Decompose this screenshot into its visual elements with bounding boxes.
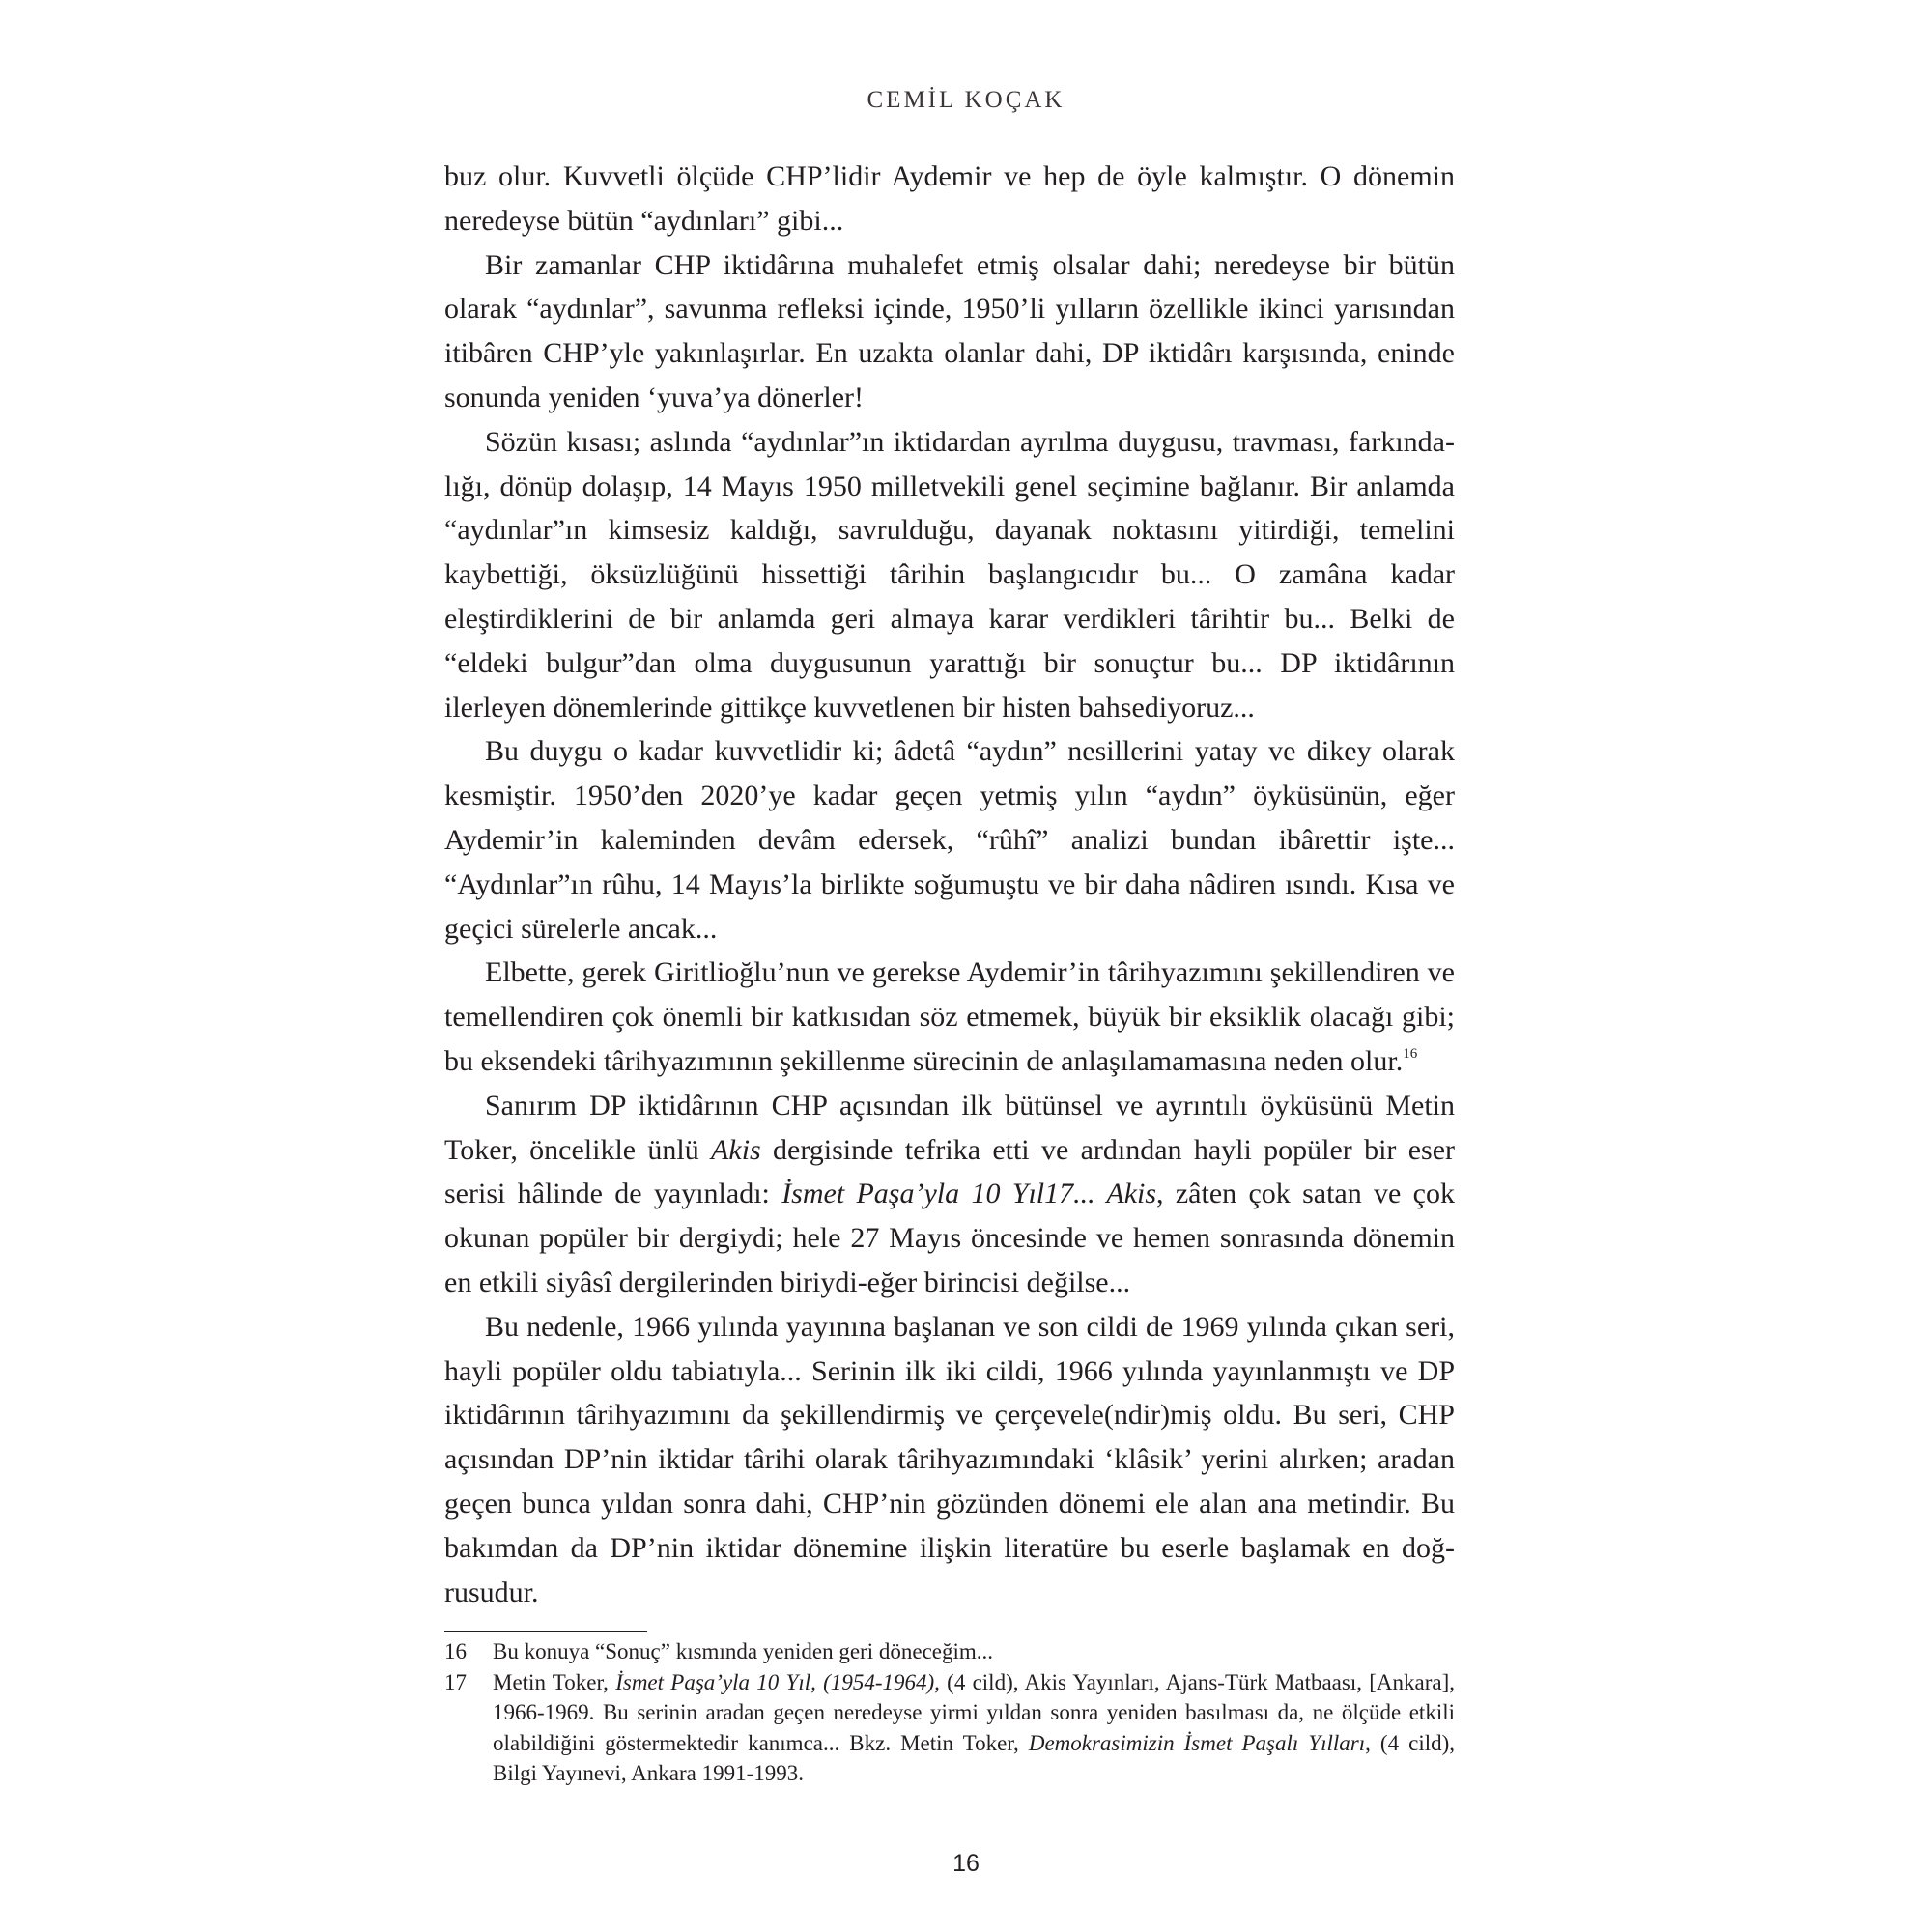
body-text (444, 155, 1455, 1614)
italic-text: İsmet Paşa’yla 10 Yıl17... Akis (781, 1178, 1157, 1210)
footnote-number: 17 (444, 1669, 467, 1694)
footnote-divider (444, 1631, 647, 1632)
footnote (444, 1667, 1455, 1789)
footnote-number: 16 (444, 1639, 467, 1663)
italic-text: Demokrasimizin İsmet Paşalı Yılları (1028, 1730, 1366, 1755)
text-run: Sözün kısası; aslında “aydınlar”ın iktidardan ayrılma duygusu, travması, farkındalığı, dönüp dolaşıp, 14 Mayıs 1950 milletvekili genel seçimine bağlanır. Bir anlamda “aydınlar”ın kimsesiz kaldığı, savrulduğu, dayanak noktasını yitirdiği, temelini kaybettiği, öksüzlüğünü hissettiği târihin başlangıcıdır bu... O zamâna kadar eleştirdiklerini de bir anlamda geri almaya karar verdikleri târihtir bu... Belki de “eldeki bulgur”dan olma duygusunun yarattığı bir sonuçtur bu... DP iktidârının ilerleyen dönemlerinde gittikçe kuvvetlenen bir histen bahsediyoruz... (444, 425, 1455, 724)
footnote-text (493, 1636, 1455, 1667)
paragraph (444, 951, 1455, 1083)
text-run: Bir zamanlar CHP iktidârına muhalefet etmiş olsalar dahi; neredeyse bir bütün olarak “aydınlar”, savunma refleksi içinde, 1950’li yılların özellikle ikinci yarısından itibâren CHP’yle yakınlaşırlar. En uzakta olanlar dahi, DP iktidârı karşısında, eninde sonunda yeniden ‘yuva’ya dönerler! (444, 248, 1455, 413)
italic-text: İsmet Paşa’yla 10 Yıl, (1954-1964), (615, 1669, 940, 1694)
page-number: 16 (952, 1850, 980, 1877)
text-run: , (4 cild), Bilgi Yayınevi, Ankara 1991-1993. (493, 1730, 1456, 1785)
text-run: dergisinde tefrika etti ve ardından hayli popüler bir eser serisi hâlinde de yayınladı: (444, 1133, 1456, 1210)
text-run: Bu konuya “Sonuç” kısmında yeniden geri döneceğim... (493, 1639, 994, 1663)
text-run: (4 cild), Akis Yayınları, Ajans-Türk Matbaası, [Ankara], 1966-1969. Bu serinin aradan geçen neredeyse yirmi yıldan sonra yeniden basılması da, ne ölçüde etkili olabildiğini göstermektedir kanımca... Bkz. Metin Toker, (493, 1669, 1455, 1755)
text-run: Metin Toker, (493, 1669, 616, 1694)
footnotes (444, 1636, 1455, 1789)
footnote (444, 1636, 1455, 1667)
text-run: buz olur. Kuvvetli ölçüde CHP’lidir Aydemir ve hep de öyle kalmıştır. O dönemin neredeyse bütün “aydınları” gibi... (444, 160, 1455, 237)
footnote-reference[interactable]: 16 (1403, 1045, 1418, 1062)
paragraph (444, 729, 1455, 951)
text-run: Bu duygu o kadar kuvvetlidir ki; âdetâ “aydın” nesillerini yatay ve dikey olarak kesmiştir. 1950’den 2020’ye kadar geçen yetmiş yılın “aydın” öyküsünün, eğer Aydemir’in kaleminden devâm edersek, “rûhî” analizi bundan ibârettir işte... “Aydınlar”ın rûhu, 14 Mayıs’la birlikte soğumuştu ve bir daha nâdiren ısındı. Kısa ve geçici sürelerle ancak... (444, 735, 1455, 945)
running-head-author: CEMİL KOÇAK (867, 87, 1065, 113)
footnote-text (493, 1667, 1455, 1789)
paragraph (444, 420, 1455, 730)
text-run: , zâten çok satan ve çok okunan popüler bir dergiydi; hele 27 Mayıs öncesinde ve hemen sonrasında dönemin en etkili siyâsî dergilerinden biriydi-eğer birincisi değilse... (444, 1178, 1455, 1298)
paragraph (444, 1084, 1455, 1305)
italic-text: Akis (711, 1133, 761, 1166)
paragraph (444, 1305, 1455, 1615)
text-run: Elbette, gerek Giritlioğlu’nun ve gerekse Aydemir’in târihyazımını şekillendiren ve temellendiren çok önemli bir katkısıdan söz etmemek, büyük bir eksiklik olacağı gibi; bu eksendeki târihyazımının şekillenme sürecinin de anlaşılamamasına neden olur. (444, 956, 1455, 1077)
text-run: Bu nedenle, 1966 yılında yayınına başlanan ve son cildi de 1969 yılında çıkan seri, hayli popüler oldu tabiatıyla... Serinin ilk iki cildi, 1966 yılında yayınlanmıştı ve DP iktidârının târihyazımını da şekillendirmiş ve çerçevele(ndir)miş oldu. Bu seri, CHP açısından DP’nin iktidar târihi olarak târihyazımındaki ‘klâsik’ yerini alırken; aradan geçen bunca yıldan sonra dahi, CHP’nin gözünden dönemi ele alan ana metindir. Bu bakımdan da DP’nin iktidar dönemine ilişkin literatüre bu eserle başlamak en doğrusudur. (444, 1310, 1455, 1608)
paragraph (444, 155, 1455, 243)
text-run: Sanırım DP iktidârının CHP açısından ilk bütünsel ve ayrıntılı öyküsünü Metin Toker, öncelikle ünlü (444, 1089, 1455, 1166)
paragraph (444, 243, 1455, 420)
